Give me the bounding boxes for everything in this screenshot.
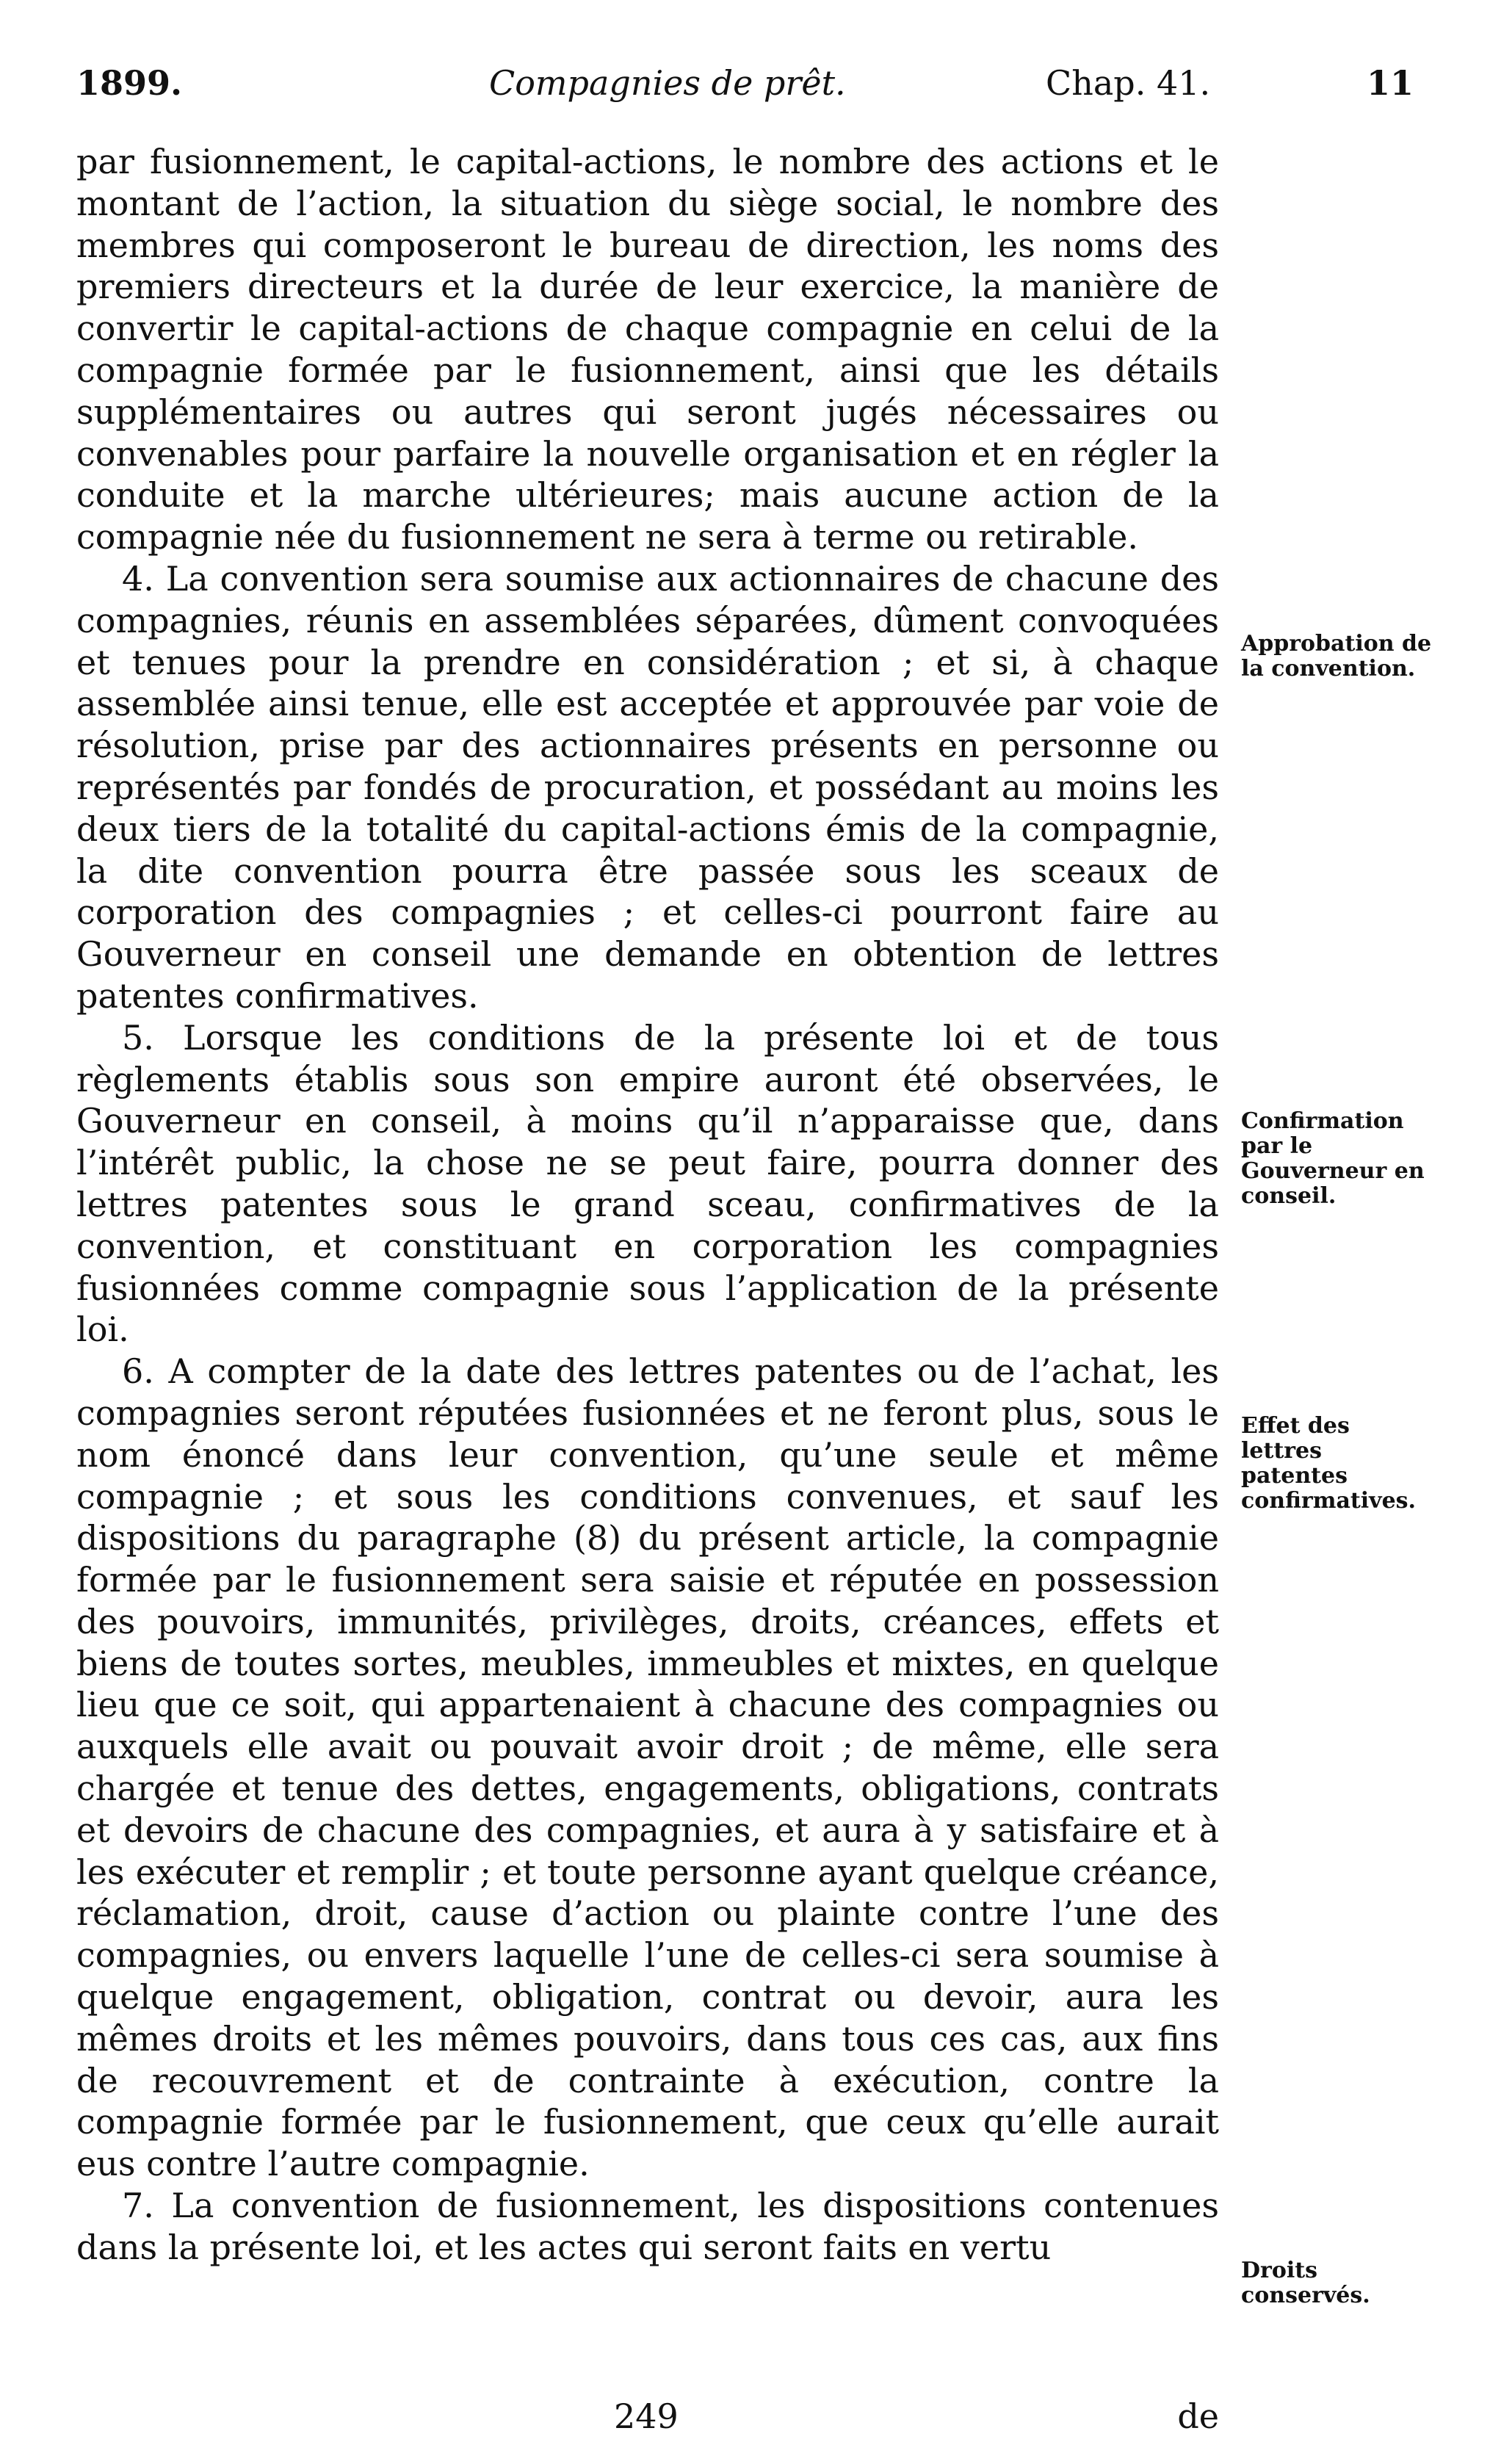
- margin-note-droits: Droits conservés.: [1241, 2258, 1370, 2308]
- footer-catchword: de: [1177, 2396, 1219, 2436]
- margin-note-confirmation: Confirmation par le Gouverneur en conseil.: [1241, 1108, 1425, 1209]
- section-text: La convention sera soumise aux actionnaires de chacune des compagnies, réunis en assemblées séparées, dûment convoquées et tenues pour la prendre en considération ; et si, à chaque assemblée ainsi tenue, elle est acceptée et approuvée par voie de résolution, prise par des actionnaires présents en personne ou représentés par fondés de procuration, et possédant au moins les deux tiers de la totalité du capital-actions émis de la compagnie, la dite convention pourra être passée sous les sceaux de corporation des compagnies ; et celles-ci pourront faire au Gouverneur en conseil une demande en obtention de lettres patentes confirmatives.: [76, 558, 1219, 1016]
- section-text: A compter de la date des lettres patentes ou de l’achat, les compagnies seront réputées fusionnées et ne feront plus, sous le nom énoncé dans leur convention, qu’une seule et même compagnie ; et sous les conditions convenues, et sauf les dispositions du paragraphe (8) du présent article, la compagnie formée par le fusionnement sera saisie et réputée en possession des pouvoirs, immunités, privilèges, droits, créances, effets et biens de toutes sortes, meubles, immeubles et mixtes, en quelque lieu que ce soit, qui appartenaient à chacune des compagnies ou auxquels elle avait ou pouvait avoir droit ; de même, elle sera chargée et tenue des dettes, engagements, obligations, contrats et devoirs de chacune des compagnies, et aura à y satisfaire et à les exécuter et remplir ; et toute personne ayant quelque créance, réclamation, droit, cause d’action ou plainte contre l’une des compagnies, ou envers laquelle l’une de celles-ci sera soumise à quelque engagement, obligation, contrat ou devoir, aura les mêmes droits et les mêmes pouvoirs, dans tous ces cas, aux fins de recouvrement et de contrainte à exécution, contre la compagnie formée par le fusionnement, que ceux qu’elle aurait eus contre l’autre compagnie.: [76, 1351, 1219, 2184]
- margin-note-effet: Effet des lettres patentes confirmatives.: [1241, 1413, 1416, 1514]
- margin-note-approbation: Approbation de la convention.: [1241, 631, 1432, 682]
- section-text: Lorsque les conditions de la présente loi et de tous règlements établis sous son empire auront été observées, le Gouverneur en conseil, à moins qu’il n’apparaisse que, dans l’intérêt public, la chose ne se peut faire, pourra donner des lettres patentes sous le grand sceau, confirmatives de la convention, et constituant en corporation les compagnies fusionnées comme compagnie sous l’application de la présente loi.: [76, 1017, 1220, 1350]
- footer-page-number: 249: [614, 2396, 679, 2436]
- section-number: 5.: [122, 1017, 154, 1058]
- section-4: [76, 558, 1219, 1017]
- page-footer: [76, 2394, 1219, 2438]
- section-number: 6.: [122, 1351, 154, 1392]
- section-6: [76, 1351, 1219, 2185]
- header-title: Compagnies de prêt.: [489, 63, 846, 103]
- continuation-paragraph: par fusionnement, le capital-actions, le nombre des actions et le montant de l’action, la situation du siège social, le nombre des membres qui composeront le bureau de direction, les noms des premiers directeurs et la durée de leur exercice, la manière de convertir le capital-actions de chaque compagnie en celui de la compagnie formée par le fusionnement, ainsi que les détails supplémentaires ou autres qui seront jugés nécessaires ou convenables pour parfaire la nouvelle organisation et en régler la conduite et la marche ultérieures; mais aucune action de la compagnie née du fusionnement ne sera à terme ou retirable.: [76, 142, 1219, 557]
- section-number: 4.: [122, 558, 154, 599]
- section-text: La convention de fusionnement, les dispositions contenues dans la présente loi, et les actes qui seront faits en vertu: [76, 2186, 1219, 2267]
- section-7: [76, 2185, 1219, 2269]
- header-chapter: Chap. 41.: [1046, 63, 1211, 103]
- header-page-number: 11: [1366, 63, 1414, 103]
- section-5: [76, 1017, 1219, 1351]
- main-text: [76, 141, 1219, 2269]
- running-header: [76, 57, 1414, 109]
- header-year: 1899.: [76, 63, 183, 103]
- section-number: 7.: [122, 2186, 154, 2226]
